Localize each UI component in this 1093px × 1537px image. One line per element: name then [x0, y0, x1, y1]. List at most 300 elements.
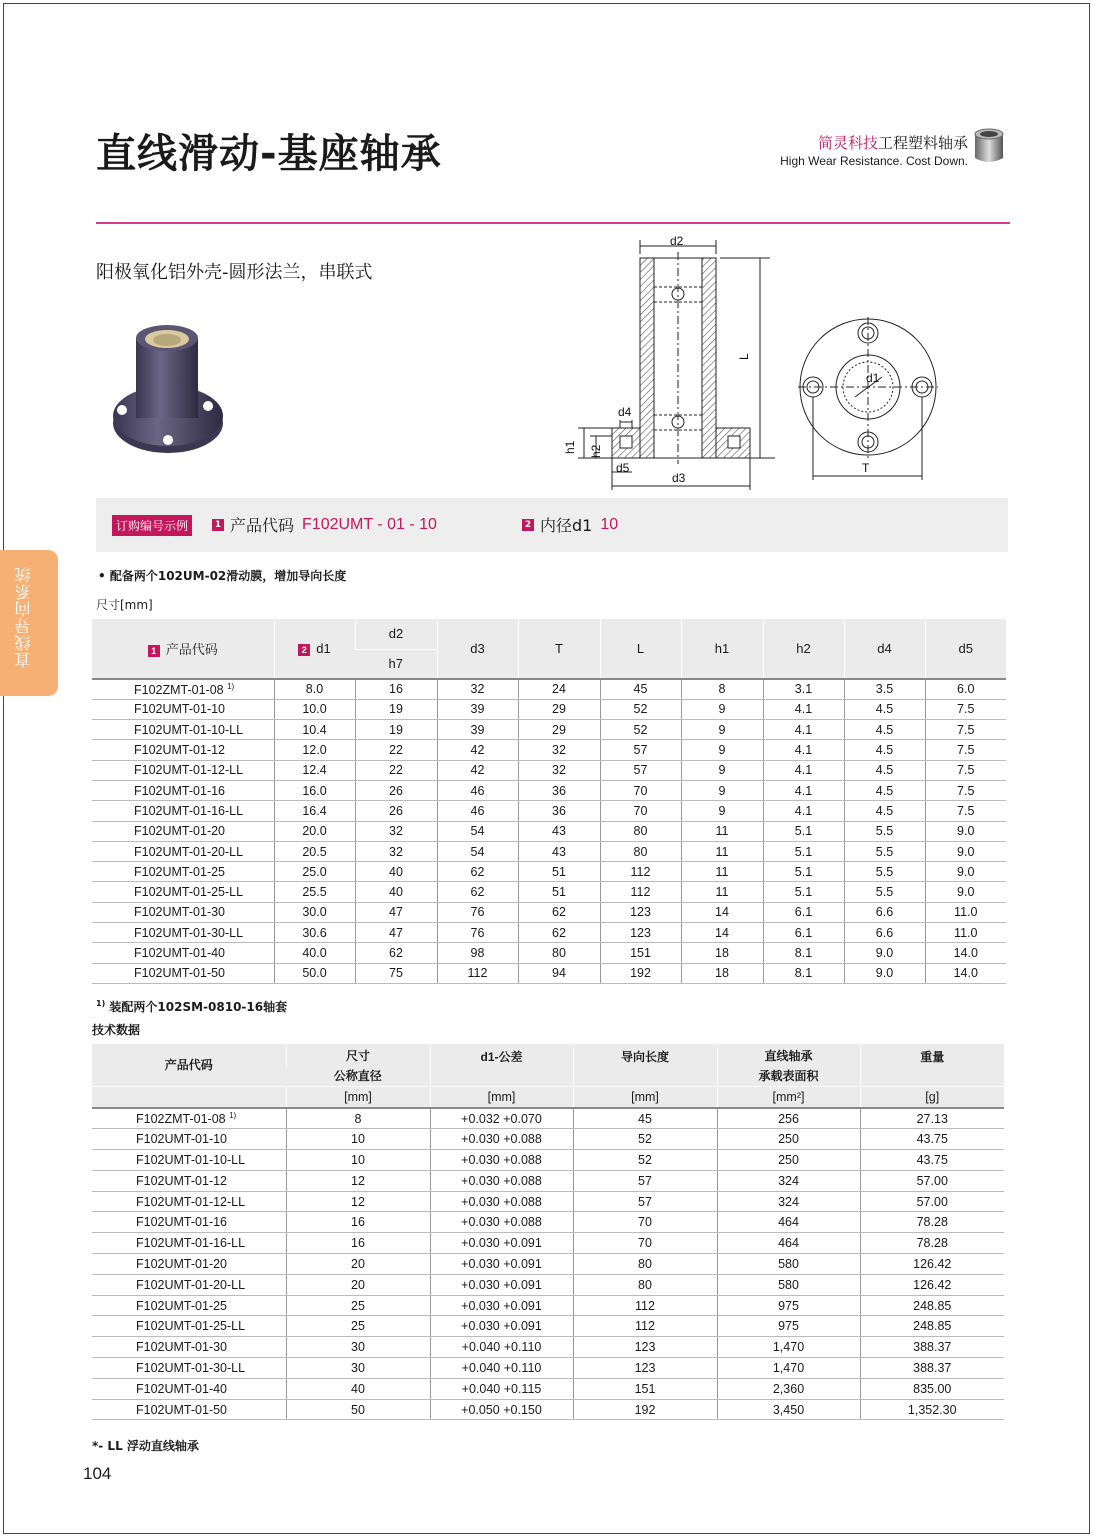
table-row	[92, 1378, 1004, 1399]
table-cell: F102UMT-01-12	[92, 1170, 286, 1191]
table-cell: 151	[600, 943, 681, 963]
table-cell: F102UMT-01-16-LL	[92, 1233, 286, 1254]
table-cell: 324	[717, 1170, 860, 1191]
table-cell: F102UMT-01-20	[92, 1254, 286, 1275]
table-cell: F102UMT-01-16-LL	[92, 801, 274, 821]
side-section-tab-label: 直线导向系统	[14, 566, 33, 668]
table-cell: 40.0	[274, 943, 355, 963]
table-cell: F102UMT-01-50	[92, 963, 274, 983]
table-row	[92, 882, 1006, 902]
table-cell: 126.42	[860, 1274, 1004, 1295]
table-cell: 18	[681, 963, 763, 983]
col-header-d2-tolerance: h7	[355, 649, 437, 679]
table-cell: 57	[600, 760, 681, 780]
table-cell: 5.1	[763, 821, 844, 841]
table-cell: 16	[286, 1233, 430, 1254]
table-cell: F102UMT-01-40	[92, 943, 274, 963]
table-row	[92, 1337, 1004, 1358]
table-cell: 123	[573, 1337, 717, 1358]
col-header-code	[92, 619, 274, 679]
table-cell: 62	[518, 902, 600, 922]
table-cell: 20.0	[274, 821, 355, 841]
col-header-guide-length: 导向长度	[573, 1044, 717, 1086]
table-cell: 42	[437, 740, 518, 760]
table-row	[92, 1212, 1004, 1233]
table-cell: 8.1	[763, 963, 844, 983]
table-cell: +0.030 +0.091	[430, 1233, 573, 1254]
table-cell: 4.1	[763, 780, 844, 800]
col-header-code: 产品代码	[92, 1044, 286, 1086]
table-cell: 47	[355, 902, 437, 922]
table-cell: +0.040 +0.110	[430, 1337, 573, 1358]
col-unit-guide: [mm]	[573, 1086, 717, 1108]
order-product-code-value: F102UMT - 01 - 10	[302, 515, 437, 533]
table-cell: 25	[286, 1316, 430, 1337]
table-cell: 12.0	[274, 740, 355, 760]
table-cell: 45	[600, 679, 681, 699]
table-cell: +0.030 +0.091	[430, 1316, 573, 1337]
label-d1: d1	[866, 371, 880, 385]
table-cell: 4.1	[763, 740, 844, 760]
col-unit-tolerance: [mm]	[430, 1086, 573, 1108]
table-cell: 835.00	[860, 1378, 1004, 1399]
table-cell: +0.030 +0.088	[430, 1212, 573, 1233]
table-cell: 464	[717, 1212, 860, 1233]
table-cell: 70	[573, 1233, 717, 1254]
table-row	[92, 1399, 1004, 1420]
page-title: 直线滑动-基座轴承	[96, 131, 442, 177]
table-cell: 3.1	[763, 679, 844, 699]
table-cell: 52	[573, 1129, 717, 1150]
table-cell: 248.85	[860, 1295, 1004, 1316]
table-cell: 40	[355, 882, 437, 902]
table-cell: 388.37	[860, 1358, 1004, 1379]
brand-product: 工程塑料轴承	[877, 134, 968, 152]
table-cell: 7.5	[925, 801, 1006, 821]
table-cell: 11	[681, 841, 763, 861]
table-cell: 29	[518, 720, 600, 740]
col-header-L: L	[600, 619, 681, 679]
table-cell: 464	[717, 1233, 860, 1254]
table-cell: 57	[600, 740, 681, 760]
table-cell: 50.0	[274, 963, 355, 983]
table-row	[92, 943, 1006, 963]
table-cell: 4.5	[844, 760, 925, 780]
footnote-mark: 1)	[229, 1111, 237, 1121]
table-row	[92, 1316, 1004, 1337]
col-header-code-label: 产品代码	[165, 642, 218, 657]
brand-name: 简灵科技	[817, 134, 878, 152]
table-row	[92, 780, 1006, 800]
col-unit-area: [mm²]	[717, 1086, 860, 1108]
table-cell: 80	[573, 1274, 717, 1295]
table-cell: 7.5	[925, 760, 1006, 780]
table-cell: 39	[437, 720, 518, 740]
table-cell: 52	[600, 699, 681, 719]
table-cell: 9	[681, 760, 763, 780]
table-cell: F102UMT-01-30-LL	[92, 923, 274, 943]
table-cell: 112	[600, 882, 681, 902]
table-cell: 6.0	[925, 679, 1006, 699]
table-cell: 30	[286, 1358, 430, 1379]
label-h1: h1	[563, 440, 577, 454]
table-cell: F102UMT-01-50	[92, 1399, 286, 1420]
table-cell: 78.28	[860, 1233, 1004, 1254]
col-header-weight: 重量	[860, 1044, 1004, 1086]
table-cell: 5.1	[763, 882, 844, 902]
table-cell: F102UMT-01-16	[92, 780, 274, 800]
table-cell: 20	[286, 1274, 430, 1295]
label-d3: d3	[672, 471, 686, 485]
table-cell: 11	[681, 862, 763, 882]
col-header-area: 直线轴承	[717, 1044, 860, 1066]
table-cell: F102UMT-01-10-LL	[92, 720, 274, 740]
table-cell: 4.5	[844, 801, 925, 821]
table-cell: 8.0	[274, 679, 355, 699]
table-cell: +0.040 +0.110	[430, 1358, 573, 1379]
table-cell: 9.0	[844, 943, 925, 963]
feature-note: • 配备两个102UM-02滑动膜，增加导向长度	[98, 569, 347, 583]
table-row	[92, 902, 1006, 922]
table-cell: 975	[717, 1316, 860, 1337]
table-cell: F102UMT-01-10	[92, 1129, 286, 1150]
number-badge-2: 2	[298, 644, 310, 656]
table-cell: 14	[681, 902, 763, 922]
table-cell: 8	[286, 1108, 430, 1129]
table-cell: 52	[600, 720, 681, 740]
table-cell: 4.1	[763, 720, 844, 740]
order-inner-diameter	[522, 513, 618, 536]
table-cell: 9.0	[925, 841, 1006, 861]
table-cell: F102UMT-01-30	[92, 1337, 286, 1358]
header-rule	[96, 222, 1010, 224]
table-cell: 256	[717, 1108, 860, 1129]
table-row	[92, 841, 1006, 861]
table-cell: +0.030 +0.091	[430, 1295, 573, 1316]
bearing-logo-icon	[973, 128, 1005, 164]
dimensions-label: 尺寸[mm]	[96, 598, 153, 612]
table-cell: 9.0	[844, 963, 925, 983]
table-cell: +0.030 +0.091	[430, 1274, 573, 1295]
table-cell: 19	[355, 699, 437, 719]
table-cell: 192	[573, 1399, 717, 1420]
table-cell: 46	[437, 780, 518, 800]
col-header-d1-label: d1	[316, 641, 331, 656]
footnote-1-text: 装配两个102SM-0810-16轴套	[109, 1000, 288, 1014]
table-cell: 54	[437, 821, 518, 841]
table-cell: F102UMT-01-20-LL	[92, 1274, 286, 1295]
table-cell: 123	[573, 1358, 717, 1379]
table-cell: 9	[681, 780, 763, 800]
table-cell: 30.0	[274, 902, 355, 922]
order-product-code-label: 产品代码	[230, 516, 295, 535]
table-cell: 324	[717, 1191, 860, 1212]
table-cell: F102UMT-01-30-LL	[92, 1358, 286, 1379]
table-cell: 51	[518, 882, 600, 902]
table-cell: 5.1	[763, 862, 844, 882]
table-cell: 70	[573, 1212, 717, 1233]
col-header-h2: h2	[763, 619, 844, 679]
table-cell: 22	[355, 740, 437, 760]
table-cell: 10	[286, 1129, 430, 1150]
table-cell: 27.13	[860, 1108, 1004, 1129]
col-header-size: 尺寸	[286, 1044, 430, 1066]
table-cell: 36	[518, 780, 600, 800]
table-cell: 3,450	[717, 1399, 860, 1420]
side-section-tab[interactable]	[0, 550, 58, 696]
table-row	[92, 699, 1006, 719]
table-cell: 112	[437, 963, 518, 983]
table-cell: 250	[717, 1150, 860, 1171]
table-cell: 80	[600, 841, 681, 861]
order-product-code	[212, 513, 437, 536]
table-cell: 9	[681, 740, 763, 760]
table-cell: 57	[573, 1170, 717, 1191]
table-cell: 580	[717, 1274, 860, 1295]
table-cell: 4.5	[844, 780, 925, 800]
table-cell: 29	[518, 699, 600, 719]
table-cell: 9	[681, 801, 763, 821]
table-row	[92, 1191, 1004, 1212]
table-cell: 80	[518, 943, 600, 963]
table-cell: 25.5	[274, 882, 355, 902]
table-cell: 25.0	[274, 862, 355, 882]
table-cell: 46	[437, 801, 518, 821]
table-cell: 80	[600, 821, 681, 841]
table-cell: 9.0	[925, 882, 1006, 902]
table-cell: 57.00	[860, 1170, 1004, 1191]
footnote-2: *- LL 浮动直线轴承	[92, 1439, 199, 1453]
table-cell: 5.5	[844, 862, 925, 882]
col-unit-size: [mm]	[286, 1086, 430, 1108]
table-cell: F102UMT-01-20-LL	[92, 841, 274, 861]
col-unit-weight: [g]	[860, 1086, 1004, 1108]
table-cell: 5.5	[844, 841, 925, 861]
table-cell: 4.5	[844, 720, 925, 740]
table-cell: 112	[573, 1316, 717, 1337]
table-cell: +0.050 +0.150	[430, 1399, 573, 1420]
table-cell: 76	[437, 923, 518, 943]
label-d5: d5	[616, 461, 630, 475]
table-cell: 2,360	[717, 1378, 860, 1399]
table-cell: 7.5	[925, 720, 1006, 740]
table-cell: 16.4	[274, 801, 355, 821]
table-row	[92, 760, 1006, 780]
table-row	[92, 923, 1006, 943]
col-header-h1: h1	[681, 619, 763, 679]
table-cell: 14	[681, 923, 763, 943]
table-cell: 151	[573, 1378, 717, 1399]
table-row	[92, 1108, 1004, 1129]
table-cell: 580	[717, 1254, 860, 1275]
table-row	[92, 679, 1006, 699]
table-row	[92, 1274, 1004, 1295]
table-cell: F102UMT-01-12-LL	[92, 1191, 286, 1212]
col-header-code-unit	[92, 1086, 286, 1108]
number-badge-1: 1	[212, 519, 224, 531]
table-cell: 112	[573, 1295, 717, 1316]
table-row	[92, 1233, 1004, 1254]
table-cell: 32	[355, 821, 437, 841]
table-cell: 50	[286, 1399, 430, 1420]
technical-drawing	[560, 232, 960, 494]
table-cell: 24	[518, 679, 600, 699]
table-cell: 30.6	[274, 923, 355, 943]
table-cell: F102UMT-01-10-LL	[92, 1150, 286, 1171]
footnote-1-mark: 1)	[96, 999, 106, 1008]
table-row	[92, 1295, 1004, 1316]
table-cell: 1,470	[717, 1337, 860, 1358]
table-cell: 12	[286, 1191, 430, 1212]
table-row	[92, 801, 1006, 821]
col-header-d3: d3	[437, 619, 518, 679]
table-cell: 192	[600, 963, 681, 983]
table-cell: 6.1	[763, 902, 844, 922]
table-cell: 42	[437, 760, 518, 780]
table-cell: 43	[518, 821, 600, 841]
table-cell: 11	[681, 882, 763, 902]
table-cell: 5.5	[844, 882, 925, 902]
table-cell: F102UMT-01-25	[92, 1295, 286, 1316]
section-subtitle: 阳极氧化铝外壳-圆形法兰，串联式	[96, 262, 373, 283]
table-cell: 32	[518, 760, 600, 780]
table-cell: 98	[437, 943, 518, 963]
table-cell: 26	[355, 801, 437, 821]
table-cell: 4.5	[844, 699, 925, 719]
table-cell: 78.28	[860, 1212, 1004, 1233]
col-header-tolerance: d1-公差	[430, 1044, 573, 1086]
label-h2: h2	[589, 444, 603, 458]
table-cell: 4.1	[763, 801, 844, 821]
table-row	[92, 963, 1006, 983]
table-cell: 22	[355, 760, 437, 780]
number-badge-2: 2	[522, 519, 534, 531]
table-cell: +0.030 +0.088	[430, 1129, 573, 1150]
table-cell: +0.030 +0.088	[430, 1170, 573, 1191]
table-cell: 10.0	[274, 699, 355, 719]
col-header-d4: d4	[844, 619, 925, 679]
table-cell: F102UMT-01-12-LL	[92, 760, 274, 780]
table-cell: F102UMT-01-10	[92, 699, 274, 719]
table-cell: 20	[286, 1254, 430, 1275]
table-cell: F102UMT-01-16	[92, 1212, 286, 1233]
table-cell: 10	[286, 1150, 430, 1171]
table-cell: +0.032 +0.070	[430, 1108, 573, 1129]
tech-data-label: 技术数据	[92, 1023, 141, 1037]
dimensions-table	[92, 619, 1006, 984]
col-header-T: T	[518, 619, 600, 679]
table-cell: 14.0	[925, 943, 1006, 963]
table-cell: 4.1	[763, 699, 844, 719]
table-cell: 6.1	[763, 923, 844, 943]
table-cell: 75	[355, 963, 437, 983]
table-cell: 11.0	[925, 923, 1006, 943]
table-cell: 9.0	[925, 862, 1006, 882]
table-cell: 54	[437, 841, 518, 861]
table-cell: 32	[355, 841, 437, 861]
table-cell: 6.6	[844, 902, 925, 922]
table-cell: 16	[286, 1212, 430, 1233]
table-cell: F102UMT-01-30	[92, 902, 274, 922]
table-cell: 51	[518, 862, 600, 882]
product-photo	[108, 318, 238, 468]
table-cell: 248.85	[860, 1316, 1004, 1337]
table-cell: 70	[600, 801, 681, 821]
table-row	[92, 720, 1006, 740]
table-cell: 126.42	[860, 1254, 1004, 1275]
table-cell: 43	[518, 841, 600, 861]
order-example-box	[96, 498, 1008, 552]
table-cell: 250	[717, 1129, 860, 1150]
col-header-area-sub: 承载表面积	[717, 1066, 860, 1086]
table-cell: 57	[573, 1191, 717, 1212]
table-row	[92, 1254, 1004, 1275]
table-row	[92, 740, 1006, 760]
number-badge-1: 1	[148, 645, 160, 657]
table-cell: 11.0	[925, 902, 1006, 922]
table-cell: +0.030 +0.091	[430, 1254, 573, 1275]
table-cell: F102UMT-01-20	[92, 821, 274, 841]
order-inner-diameter-value: 10	[600, 515, 619, 533]
table-cell: 123	[600, 923, 681, 943]
table-cell: 16.0	[274, 780, 355, 800]
col-header-d5: d5	[925, 619, 1006, 679]
table-cell: 47	[355, 923, 437, 943]
table-cell: 12	[286, 1170, 430, 1191]
table-cell: 43.75	[860, 1129, 1004, 1150]
brand-tagline: High Wear Resistance. Cost Down.	[780, 154, 968, 168]
table-cell: F102ZMT-01-08 $^{1)}$	[92, 1108, 286, 1129]
table-cell: 39	[437, 699, 518, 719]
table-row	[92, 1150, 1004, 1171]
table-row	[92, 1129, 1004, 1150]
table-cell: 11	[681, 821, 763, 841]
table-cell: 45	[573, 1108, 717, 1129]
table-cell: 5.5	[844, 821, 925, 841]
table-cell: 57.00	[860, 1191, 1004, 1212]
table-cell: +0.030 +0.088	[430, 1150, 573, 1171]
footnote-1	[96, 998, 287, 1015]
table-cell: 62	[518, 923, 600, 943]
table-cell: 3.5	[844, 679, 925, 699]
table-cell: 10.4	[274, 720, 355, 740]
col-header-nominal-diameter: 公称直径	[286, 1066, 430, 1086]
page-number: 104	[83, 1464, 112, 1483]
table-cell: 975	[717, 1295, 860, 1316]
table-cell: 40	[286, 1378, 430, 1399]
table-cell: 8.1	[763, 943, 844, 963]
table-cell: 4.5	[844, 740, 925, 760]
table-cell: F102UMT-01-40	[92, 1378, 286, 1399]
table-cell: 8	[681, 679, 763, 699]
table-cell: 5.1	[763, 841, 844, 861]
col-header-d2: d2	[355, 619, 437, 649]
technical-data-table	[92, 1044, 1004, 1420]
label-T: T	[862, 461, 870, 475]
table-cell: 1,470	[717, 1358, 860, 1379]
label-L: L	[737, 353, 751, 360]
order-example-tag: 订购编号示例	[112, 515, 192, 536]
table-cell: 7.5	[925, 780, 1006, 800]
table-cell: 43.75	[860, 1150, 1004, 1171]
table-cell: 9	[681, 699, 763, 719]
table-cell: 94	[518, 963, 600, 983]
table-cell: 20.5	[274, 841, 355, 861]
table-cell: 52	[573, 1150, 717, 1171]
table-cell: 40	[355, 862, 437, 882]
table-cell: 9.0	[925, 821, 1006, 841]
table-row	[92, 1170, 1004, 1191]
